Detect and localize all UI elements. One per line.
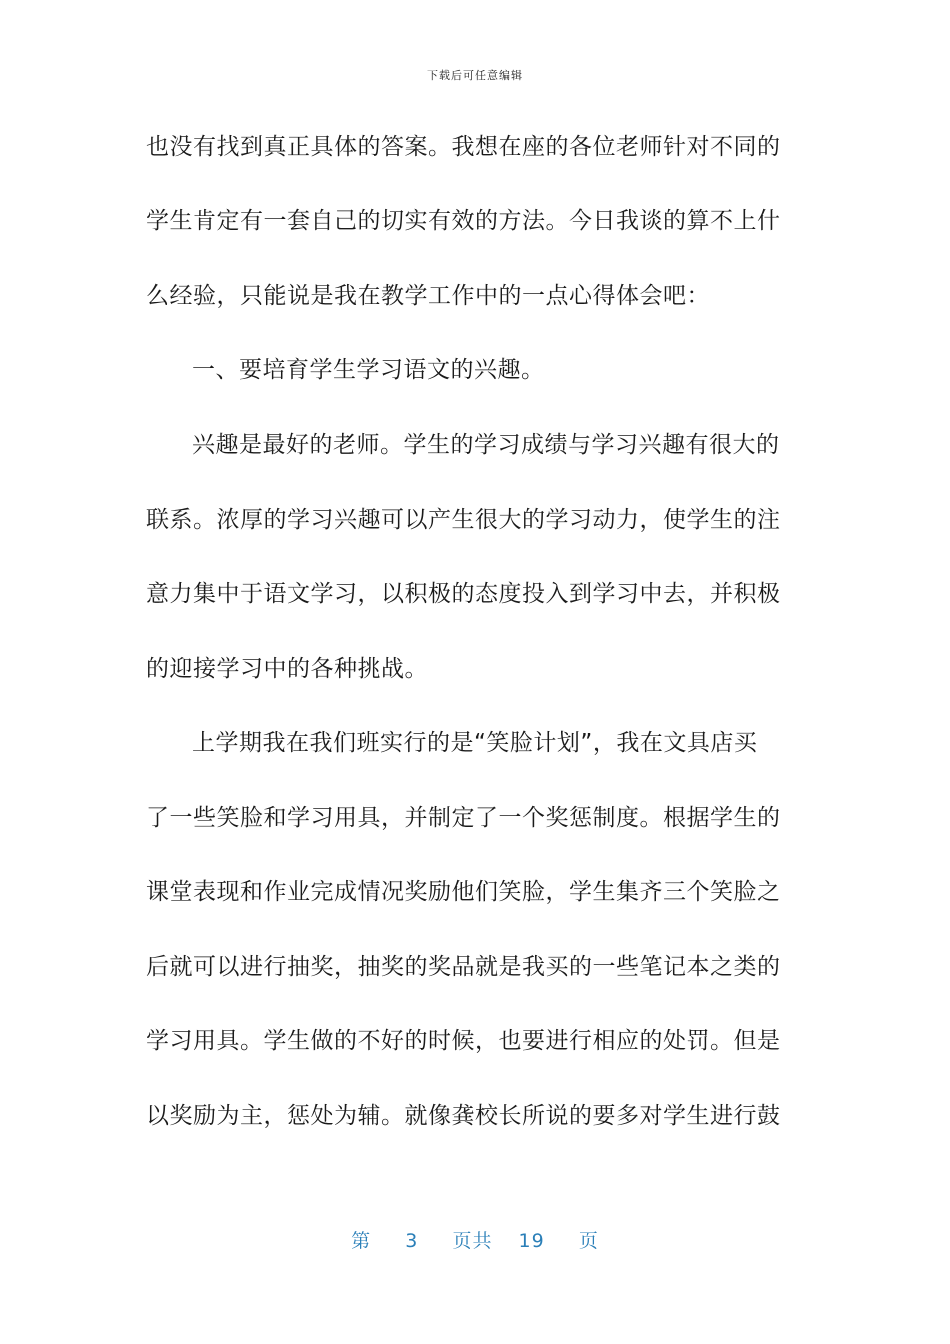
body-text-line: 么经验，只能说是我在教学工作中的一点心得体会吧： bbox=[146, 283, 710, 309]
footer-page-prefix: 第 bbox=[351, 1230, 372, 1252]
section-heading: 一、要培育学生学习语文的兴趣。 bbox=[192, 357, 545, 383]
body-text-line: 学生肯定有一套自己的切实有效的方法。今日我谈的算不上什 bbox=[146, 208, 781, 234]
footer-page-suffix: 页 bbox=[578, 1230, 599, 1252]
page-footer bbox=[0, 1226, 950, 1253]
footer-total-pages: 19 bbox=[518, 1230, 545, 1252]
body-text-line: 课堂表现和作业完成情况奖励他们笑脸，学生集齐三个笑脸之 bbox=[146, 879, 781, 905]
body-text-line: 联系。浓厚的学习兴趣可以产生很大的学习动力，使学生的注 bbox=[146, 507, 781, 533]
body-text-line: 上学期我在我们班实行的是“笑脸计划”，我在文具店买 bbox=[192, 730, 758, 756]
body-text-line: 的迎接学习中的各种挑战。 bbox=[146, 656, 428, 682]
body-text-line: 以奖励为主，惩处为辅。就像龚校长所说的要多对学生进行鼓 bbox=[146, 1103, 781, 1129]
body-text-line: 了一些笑脸和学习用具，并制定了一个奖惩制度。根据学生的 bbox=[146, 805, 781, 831]
body-text-line: 学习用具。学生做的不好的时候，也要进行相应的处罚。但是 bbox=[146, 1028, 781, 1054]
body-text-line: 也没有找到真正具体的答案。我想在座的各位老师针对不同的 bbox=[146, 134, 781, 160]
body-text-line: 意力集中于语文学习，以积极的态度投入到学习中去，并积极 bbox=[146, 581, 781, 607]
body-text-line: 后就可以进行抽奖，抽奖的奖品就是我买的一些笔记本之类的 bbox=[146, 954, 781, 980]
footer-page-mid: 页共 bbox=[452, 1230, 493, 1252]
page-header: 下载后可任意编辑 bbox=[427, 69, 523, 82]
body-text-line: 兴趣是最好的老师。学生的学习成绩与学习兴趣有很大的 bbox=[192, 432, 780, 458]
footer-current-page: 3 bbox=[405, 1230, 419, 1252]
